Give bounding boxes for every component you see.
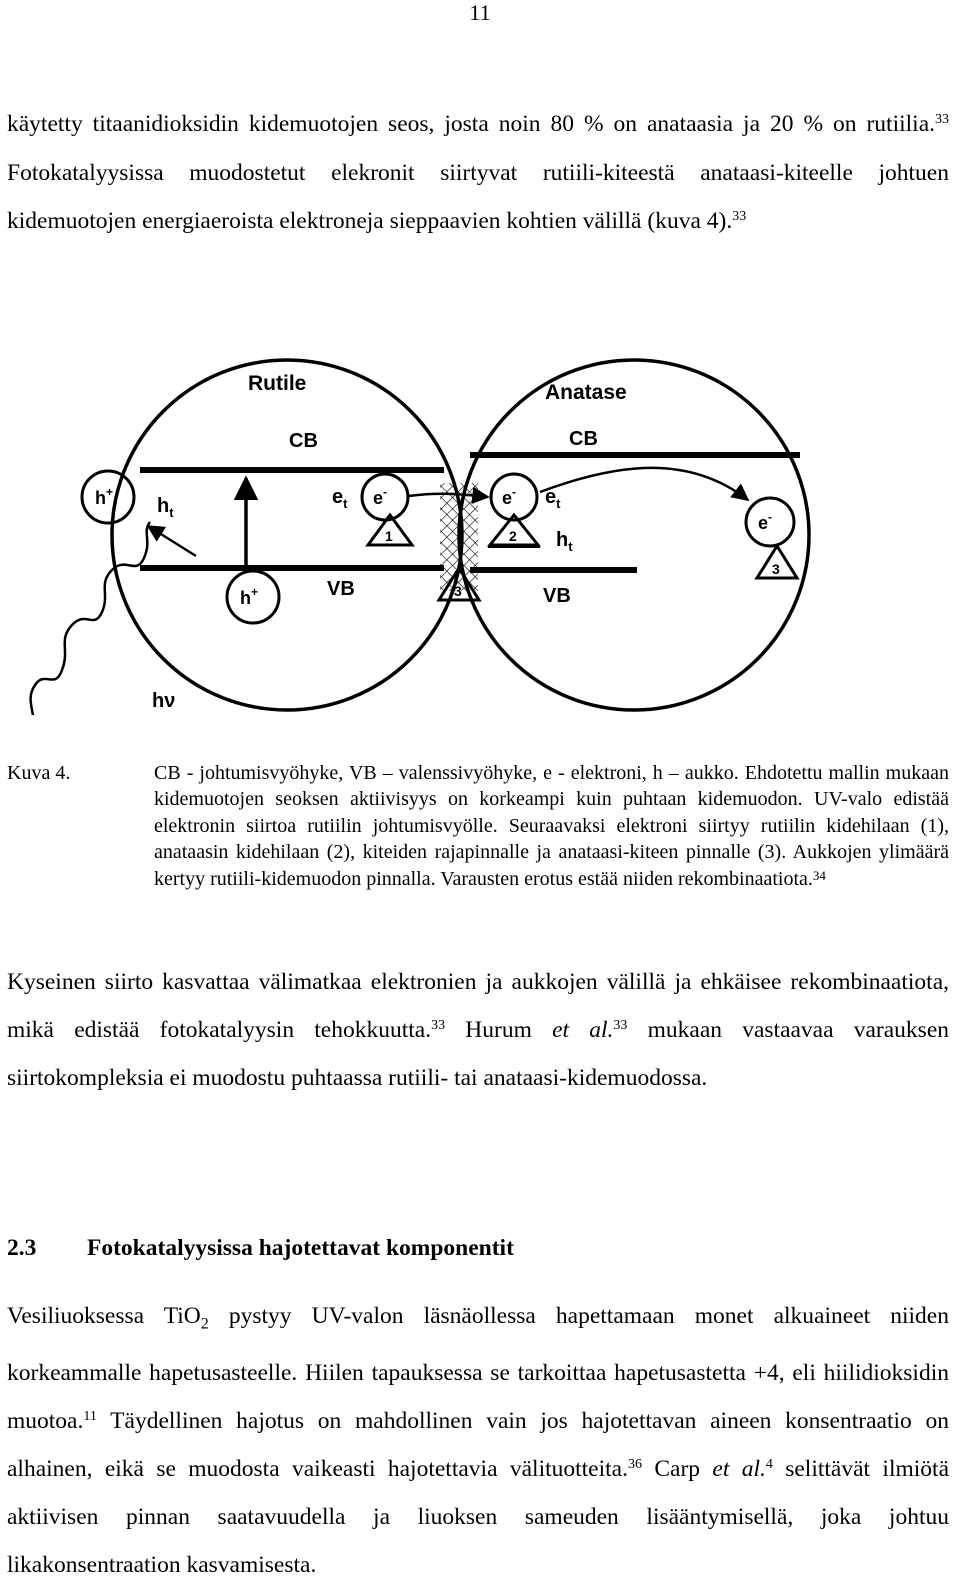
photon-label: hν — [152, 690, 176, 712]
paragraph-3-citation-a: 11 — [83, 1408, 97, 1424]
paragraph-1-text-b: Fotokatalyysissa muodostetut elekronit siirtyvat rutiili-kiteestä anataasi-kiteelle johtuen kidemuotojen energiaeroista elektroneja sieppaavien kohtien välillä (kuva 4). — [7, 159, 949, 234]
anatase-label: Anatase — [545, 381, 627, 404]
svg-text:1: 1 — [385, 528, 393, 544]
hole-label-vb: h+ — [240, 585, 259, 608]
paragraph-2-text-b: Hurum — [445, 1017, 553, 1043]
paragraph-2 — [7, 958, 949, 1102]
paragraph-3-citation-b: 36 — [627, 1456, 642, 1472]
paragraph-3-text-d: Carp — [641, 1455, 713, 1482]
section-number: 2.3 — [7, 1235, 37, 1261]
svg-text:2: 2 — [509, 528, 517, 544]
figure-caption — [154, 760, 949, 892]
paragraph-3 — [7, 1292, 949, 1589]
citation-33b: 33 — [732, 209, 747, 224]
section-title: Fotokatalyysissa hajotettavat komponentit — [87, 1235, 514, 1261]
hole-trap-label-rutile: $h_t$ — [157, 495, 174, 520]
paragraph-2-citation-a: 33 — [431, 1018, 446, 1033]
paragraph-2-citation-b: 33 — [613, 1018, 628, 1033]
paragraph-2-text-a: Kyseinen siirto kasvattaa välimatkaa elektronien ja aukkojen välillä ja ehkäisee rekombinaatiota, mikä edistää fotokatalyysin tehokkuutta. — [7, 969, 949, 1043]
hole-label-surface: h+ — [95, 485, 114, 508]
electron-label-rutile: e- — [373, 485, 388, 508]
figure-4 — [0, 350, 960, 715]
paragraph-3-etal: et al. — [712, 1455, 766, 1482]
paragraph-3-text-e: selittävät ilmiötä aktiivisen pinnan saatavuudella ja liuoksen sameuden lisääntymisellä, joka johtuu likakonsentraation kasvamisesta. — [7, 1455, 949, 1578]
electron-surface-arrow — [540, 468, 748, 500]
hole-trap-label-anatase: $h_t$ — [556, 529, 573, 554]
section-heading — [7, 1228, 514, 1268]
paragraph-3-text-c: Täydellinen hajotus on mahdollinen vain jos hajotettavan aineen konsentraatio on alhainen, eikä se muodosta vaikeasti hajotettavia välituotteita. — [7, 1407, 949, 1482]
paragraph-2-text-c: mukaan vastaavaa varauksen siirtokompleksia ei muodostu puhtaassa rutiili- tai anataasi-kidemuodossa. — [7, 1017, 949, 1091]
paragraph-3-subscript: 2 — [200, 1315, 209, 1333]
rutile-label: Rutile — [248, 372, 307, 395]
paragraph-1-text-a: käytetty titaanidioksidin kidemuotojen seos, josta noin 80 % on anataasia ja 20 % on rutiilia. — [7, 111, 935, 137]
svg-text:3: 3 — [772, 561, 780, 577]
page-number: 11 — [469, 0, 491, 25]
caption-label: Kuva 4. — [7, 762, 71, 784]
electron-trap-label-anatase: $e_t$ — [545, 486, 561, 511]
trap-site-3-surface — [757, 546, 797, 578]
hole-transfer-arrow — [148, 526, 196, 556]
paragraph-3-text-b: pystyy UV-valon läsnäollessa hapettamaan monet alkuaineet niiden korkeammalle hapetusasteelle. Hiilen tapauksessa se tarkoittaa hapetusastetta +4, eli hiilidioksidin muotoa. — [7, 1303, 949, 1434]
anatase-cb-label: CB — [569, 428, 598, 450]
svg-text:3: 3 — [454, 583, 462, 599]
caption-text: CB - johtumisvyöhyke, VB – valenssivyöhyke, e - elektroni, h – aukko. Ehdotettu mallin mukaan kidemuotojen seoksen aktiivisyys on korkeampi kuin puhtaan kidemuodon. UV-valo edistää elektronin siirtoa rutiilin johtumisvyölle. Seuraavaksi elektroni siirtyy rutiilin kidehilaan (1), anataasin kidehilaan (2), kiteiden rajapinnalle ja anataasi-kiteen pinnalle (3). Aukkojen ylimäärä kertyy rutiili-kidemuodon pinnalla. Varausten erotus estää niiden rekombinaatiota. — [154, 762, 949, 890]
electron-label-anatase: e- — [502, 485, 517, 508]
electron-label-surface: e- — [758, 510, 773, 533]
paragraph-3-text-a: Vesiliuoksessa TiO — [7, 1303, 201, 1329]
citation-33: 33 — [935, 112, 949, 127]
paragraph-2-etal: et al. — [552, 1017, 614, 1043]
rutile-vb-label: VB — [327, 578, 355, 600]
paragraph-1 — [7, 100, 949, 246]
paragraph-3-citation-c: 4 — [765, 1456, 773, 1472]
caption-citation: 34 — [812, 867, 826, 883]
anatase-vb-label: VB — [543, 585, 571, 607]
band-diagram — [0, 350, 960, 715]
interface-hatch — [440, 483, 478, 591]
rutile-cb-label: CB — [289, 430, 318, 452]
electron-trap-label-rutile: $e_t$ — [332, 486, 348, 511]
